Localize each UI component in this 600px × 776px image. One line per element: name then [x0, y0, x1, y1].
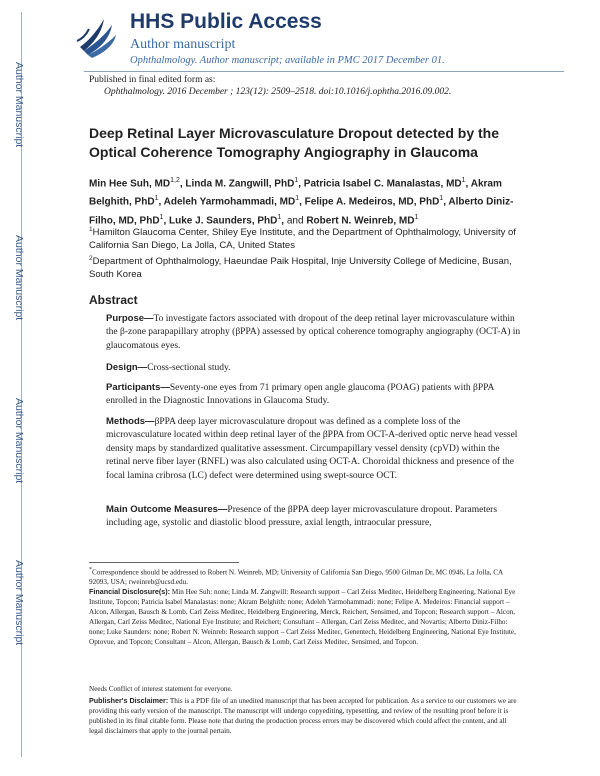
author-name: Alberto Diniz-Filho, MD, PhD [89, 196, 514, 226]
abstract-purpose: Purpose—To investigate factors associated with dropout of the deep retinal layer microvasculature within the β-zone parapapillary atrophy (βPPA) assessed by optical coherence tomography angiography (OCT-A) in glaucomatous eyes. [106, 313, 521, 351]
footnote-publisher-disclaimer: Publisher's Disclaimer: This is a PDF file of an unedited manuscript that has been accepted for publication. As a service to our customers we are providing this early version of the manuscript. The manuscript will undergo copyediting, typesetting, and review of the resulting proof before it is published in its final citable form. Please note that during the production process errors may be discovered which could affect the content, and all legal disclaimers that apply to the journal pertain. [89, 696, 517, 735]
abstract-methods: Methods—βPPA deep layer microvasculature dropout was defined as a complete loss of the microvasculature located within deep retinal layer of the βPPA from OCT-A-derived optic nerve head vessel density maps by standardized qualitative assessment. Circumpapillary vessel density (cpVD) within the retinal nerve fiber layer (RNFL) was also calculated using OCT-A. Choroidal thickness and presence of the focal lamina cribrosa (LC) defect were determined using swept-source OCT. [106, 416, 518, 481]
author-name: Adeleh Yarmohammadi, MD [163, 196, 296, 208]
hhs-eagle-logo-icon [74, 11, 120, 61]
author-name: Akram Belghith, PhD [89, 178, 502, 208]
author-affiliation-marker: 1,2 [170, 177, 180, 184]
abstract-design: Design—Cross-sectional study. [106, 362, 231, 373]
author-manuscript-subtitle: Author manuscript [130, 37, 236, 52]
author-name: Robert N. Weinreb, MD [306, 214, 415, 226]
author-affiliation-marker: 1 [159, 213, 164, 221]
author-name: Linda M. Zangwill, PhD [185, 178, 295, 190]
author-affiliation-marker: 1 [277, 213, 282, 221]
published-label: Published in final edited form as: [89, 75, 216, 85]
author-affiliation-marker: 1 [295, 195, 300, 203]
author-affiliation-marker: 1 [461, 177, 466, 184]
affiliation-1: $^1$Hamilton Glaucoma Center, Shiley Eye Institute, and the Department of Ophthalmology, University of California San Diego, La Jolla, CA, United States [89, 226, 516, 252]
affiliation-2: $^2$Department of Ophthalmology, Haeundae Paik Hospital, Inje University College of Medicine, Busan, South Korea [89, 255, 512, 281]
author-conjunction: and [286, 214, 304, 226]
author-affiliation-marker: 1 [154, 195, 159, 203]
author-name: Felipe A. Medeiros, MD, PhD [304, 196, 440, 208]
abstract-main-outcome: Main Outcome Measures—Presence of the βPPA deep layer microvasculature dropout. Parameters including age, systolic and diastolic blood pressure, axial length, intraocular pressure, [106, 504, 498, 529]
sidebar-label-author-manuscript: Author Manuscript [13, 62, 25, 148]
abstract-heading: Abstract [89, 293, 138, 307]
article-title: Deep Retinal Layer Microvasculature Dropout detected by the Optical Coherence Tomography Angiography in Glaucoma [89, 125, 499, 160]
author-affiliation-marker: 1 [414, 213, 419, 221]
sidebar-label-author-manuscript: Author Manuscript [13, 398, 25, 484]
footnote-disclosure: Financial Disclosure(s): Min Hee Suh: none; Linda M. Zangwill: Research support – Carl Zeiss Meditec, Heidelberg Engineering, National Eye Institute, Topcon; Patricia Isabel Manalastas: none; Akram Belghith: none; Adeleh Yarmohammadi: none; Felipe A. Medeiros: Financial support – Alcon, Allergan, Bausch & Lomb, Carl Zeiss Meditec, Heidelberg Engineering, Merck, Reichert, Sensimed, and Topcon; Research support – Alcon, Allergan, Carl Zeiss Meditec, National Eye Institute; and Reichert; Consultant – Allergan, Carl Zeiss Meditec, and Novartis; Alberto Diniz-Filho: none; Luke Saunders: none; Robert N. Weinreb: Research support – Carl Zeiss Meditec, Genentech, Heidelberg Engineering, National Eye Institute, Optovue, and Topcon; Consultant – Alcon, Allergan, Bausch & Lomb, Carl Zeiss Meditec, Sensimed, and Topcon. [89, 587, 516, 646]
author-name: Luke J. Saunders, PhD [169, 214, 278, 226]
author-list: Min Hee Suh, MD$^{1,2}$, Linda M. Zangwill, PhD$^1$, Patricia Isabel C. Manalastas, $MD^1$, Akram Belghith, PhD$^1$, Adeleh Yarmohammadi, $MD^1$, Felipe A. Medeiros, MD, PhD$^1$, Alberto Diniz-Filho, MD, PhD$^1$, Luke J. Saunders, PhD$^1$, and Robert N. Weinreb, $MD^1$ [89, 177, 514, 226]
hhs-public-access-title: HHS Public Access [130, 10, 322, 33]
journal-availability-line: Ophthalmology. Author manuscript; available in PMC 2017 December 01. [130, 55, 445, 66]
footnote-conflict: Needs Conflict of interest statement for everyone. [89, 685, 233, 693]
published-citation: Ophthalmology. 2016 December ; 123(12): 2509–2518. doi:10.1016/j.ophtha.2016.09.002. [104, 87, 452, 97]
sidebar-label-author-manuscript: Author Manuscript [13, 235, 25, 321]
author-affiliation-marker: 1 [294, 177, 299, 184]
footnote-divider [89, 562, 239, 563]
author-affiliation-marker: 1 [439, 195, 444, 203]
abstract-participants: Participants—Seventy-one eyes from 71 primary open angle glaucoma (POAG) patients with βPPA enrolled in the Diagnostic Innovations in Glaucoma Study. [106, 382, 494, 407]
sidebar-label-author-manuscript: Author Manuscript [13, 560, 25, 646]
author-name: Patricia Isabel C. Manalastas, MD [303, 178, 462, 190]
header-divider [84, 71, 564, 72]
author-name: Min Hee Suh, MD [89, 178, 171, 190]
footnote-correspondence: *Correspondence should be addressed to Robert N. Weinreb, MD; University of California San Diego, 9500 Gilman Dr, MC 0946, La Jolla, CA 92093, USA; rweinreb@ucsd.edu. [89, 567, 503, 587]
